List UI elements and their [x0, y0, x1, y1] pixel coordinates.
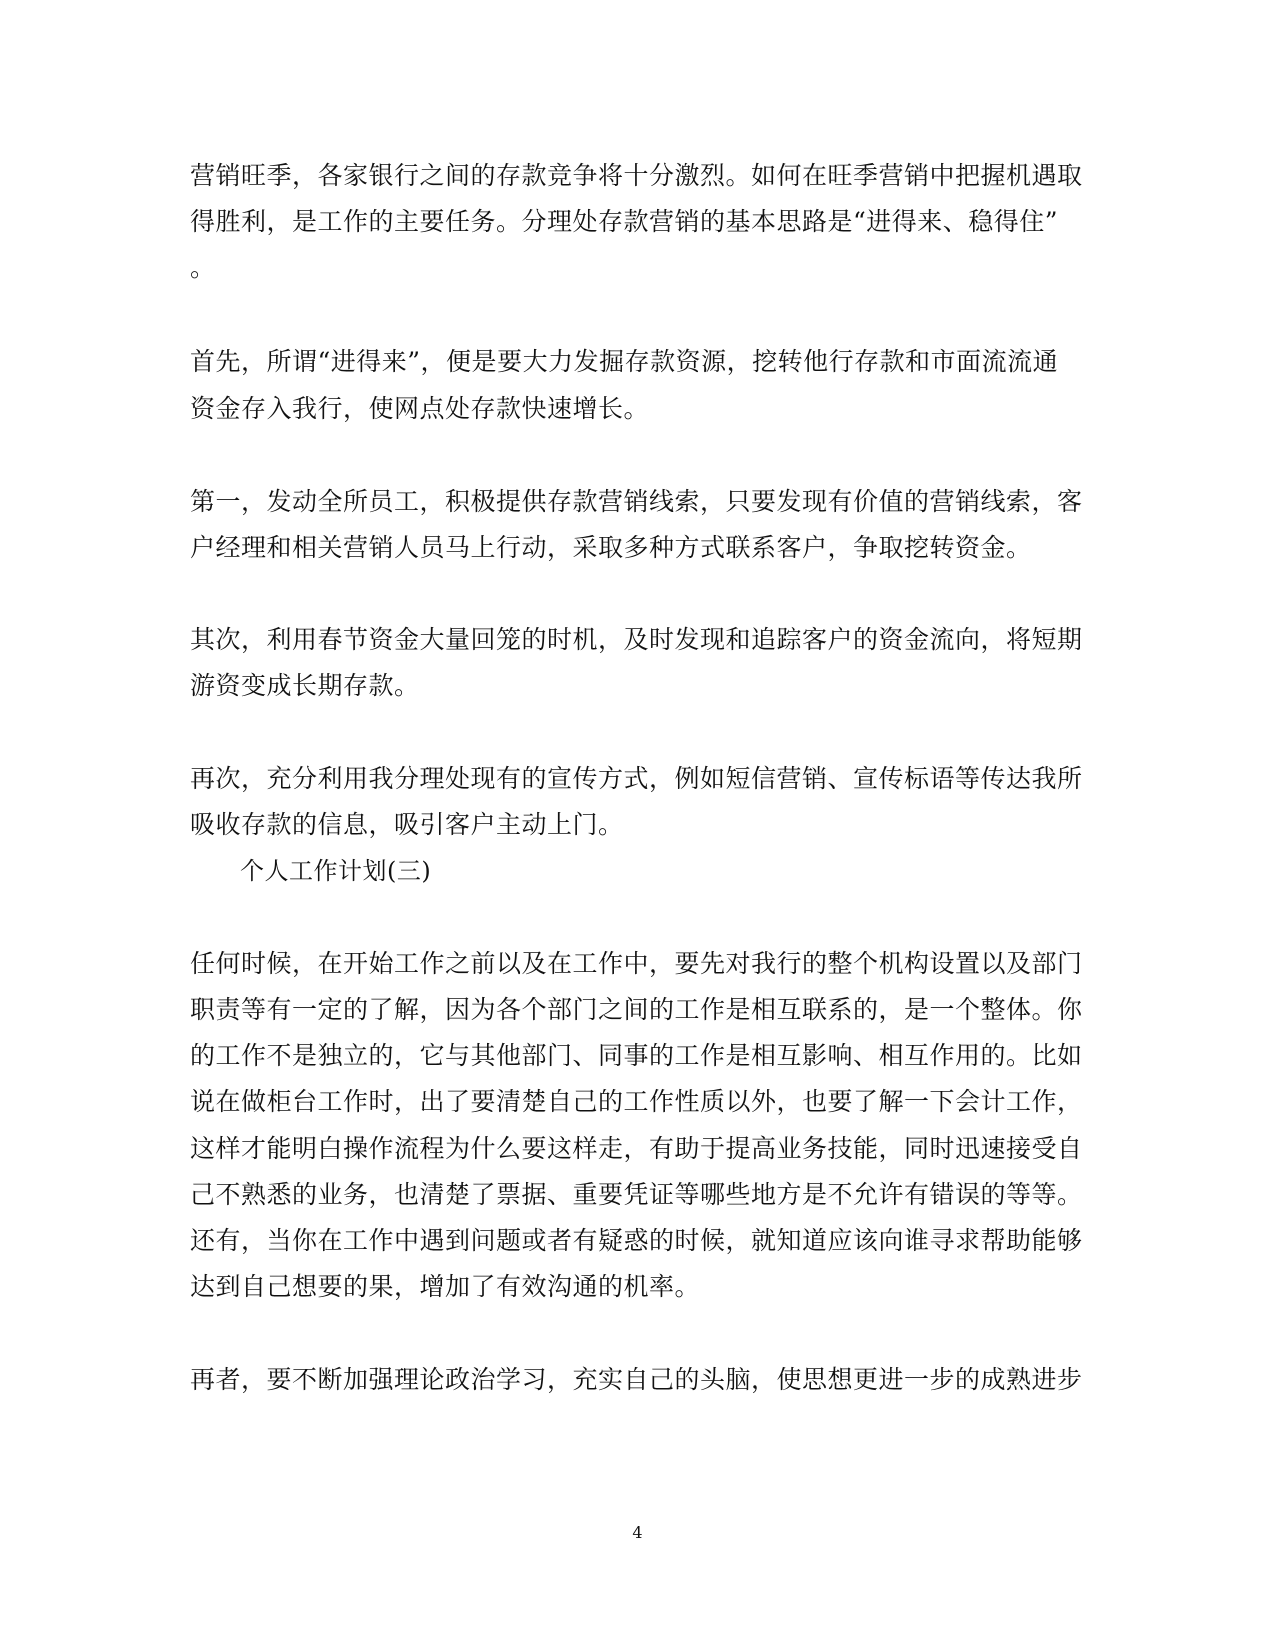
paragraph-6-line-1: 任何时候，在开始工作之前以及在工作中，要先对我行的整个机构设置以及部门: [190, 949, 1083, 978]
paragraph-1-line-1: 营销旺季，各家银行之间的存款竞争将十分激烈。如何在旺季营销中把握机遇取: [190, 161, 1083, 190]
paragraph-6-line-4: 说在做柜台工作时，出了要清楚自己的工作性质以外，也要了解一下会计工作，: [190, 1087, 1083, 1116]
paragraph-2-line-2: 资金存入我行，使网点处存款快速增长。: [190, 394, 650, 423]
paragraph-7-line-1: 再者，要不断加强理论政治学习，充实自己的头脑，使思想更进一步的成熟进步: [190, 1365, 1083, 1394]
paragraph-1-line-2: 得胜利，是工作的主要任务。分理处存款营销的基本思路是“进得来、稳得住”: [190, 207, 1059, 236]
paragraph-3-line-2: 户经理和相关营销人员马上行动，采取多种方式联系客户，争取挖转资金。: [190, 533, 1032, 562]
paragraph-6-line-2: 职责等有一定的了解，因为各个部门之间的工作是相互联系的，是一个整体。你: [190, 995, 1083, 1024]
paragraph-6-line-6: 己不熟悉的业务，也清楚了票据、重要凭证等哪些地方是不允许有错误的等等。: [190, 1180, 1083, 1209]
paragraph-4-line-1: 其次，利用春节资金大量回笼的时机，及时发现和追踪客户的资金流向，将短期: [190, 625, 1083, 654]
paragraph-5-line-1: 再次，充分利用我分理处现有的宣传方式，例如短信营销、宣传标语等传达我所: [190, 764, 1083, 793]
paragraph-3-line-1: 第一，发动全所员工，积极提供存款营销线索，只要发现有价值的营销线索，客: [190, 487, 1083, 516]
paragraph-6-line-7: 还有，当你在工作中遇到问题或者有疑惑的时候，就知道应该向谁寻求帮助能够: [190, 1226, 1083, 1255]
paragraph-6-line-8: 达到自己想要的果，增加了有效沟通的机率。: [190, 1272, 701, 1301]
page-number: 4: [632, 1523, 643, 1542]
paragraph-2-line-1: 首先，所谓“进得来”，便是要大力发掘存款资源，挖转他行存款和市面流流通: [190, 347, 1059, 376]
paragraph-1-line-3: 。: [190, 253, 216, 282]
paragraph-6-line-3: 的工作不是独立的，它与其他部门、同事的工作是相互影响、相互作用的。比如: [190, 1041, 1083, 1070]
paragraph-5-line-2: 吸收存款的信息，吸引客户主动上门。: [190, 810, 624, 839]
paragraph-4-line-2: 游资变成长期存款。: [190, 671, 420, 700]
paragraph-6-line-5: 这样才能明白操作流程为什么要这样走，有助于提高业务技能，同时迅速接受自: [190, 1134, 1083, 1163]
section-heading: 个人工作计划(三): [240, 857, 432, 885]
